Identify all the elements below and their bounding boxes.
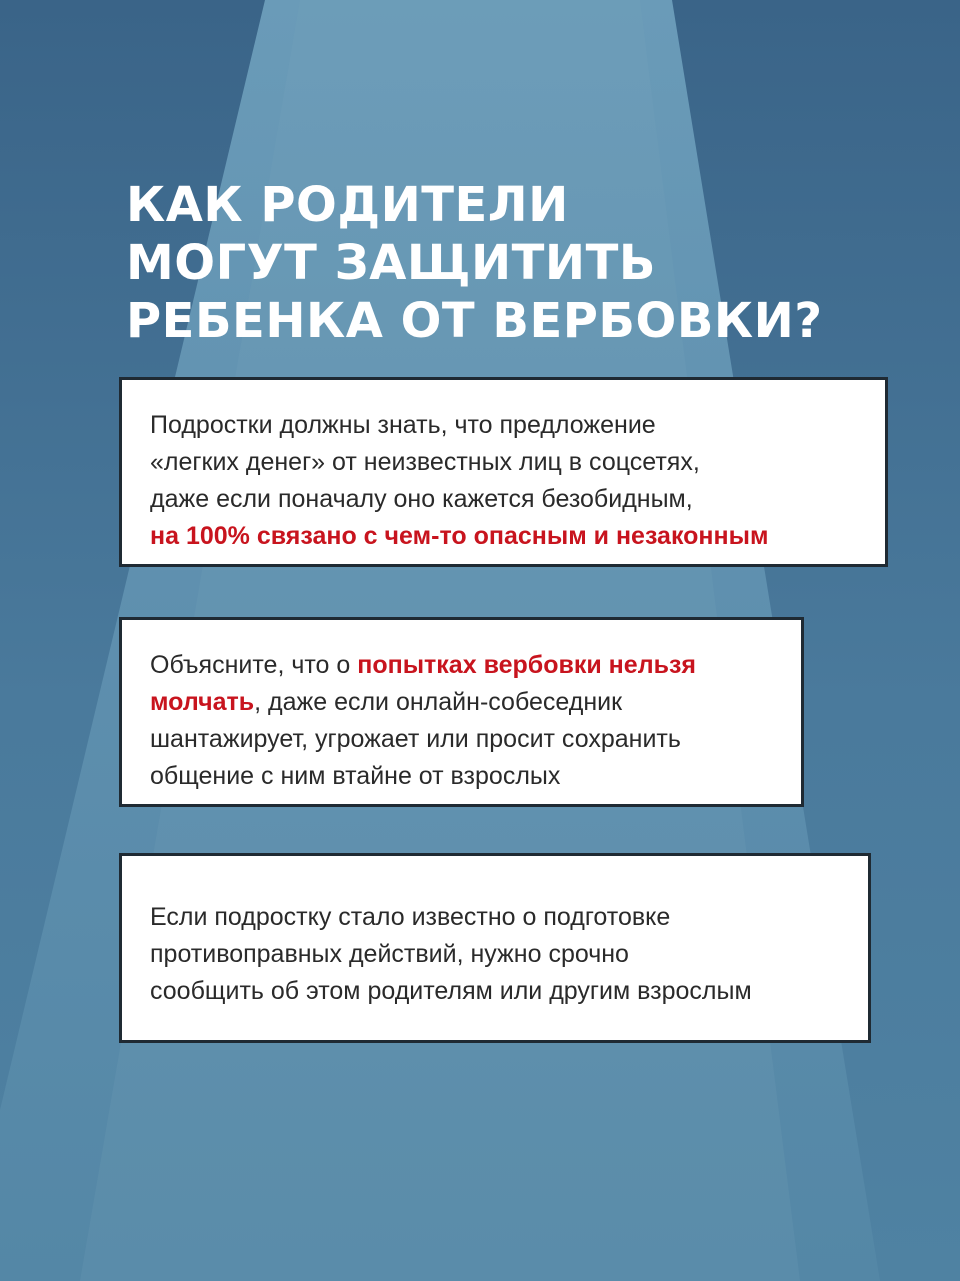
tip-card-3 — [119, 853, 871, 1043]
card-2-line-1 — [150, 647, 801, 684]
tip-card-2 — [119, 617, 804, 807]
title-line-2: МОГУТ ЗАЩИТИТЬ — [126, 235, 656, 291]
card-2-line-2 — [150, 684, 801, 721]
card-2-line-1-prefix: Объясните, что о — [150, 651, 358, 679]
card-3-line-3: сообщить об этом родителям или другим взрослым — [150, 977, 752, 1005]
page-title — [126, 176, 886, 350]
card-1-highlight: на 100% связано с чем-то опасным и незаконным — [150, 522, 769, 550]
title-line-3: РЕБЕНКА ОТ ВЕРБОВКИ? — [126, 293, 823, 349]
title-line-1: КАК РОДИТЕЛИ — [126, 177, 569, 233]
card-2-line-4: общение с ним втайне от взрослых — [150, 762, 561, 790]
card-2-highlight-1: попытках вербовки нельзя — [357, 651, 696, 679]
card-1-line-2: «легких денег» от неизвестных лиц в соцсетях, — [150, 448, 700, 476]
card-3-line-2: противоправных действий, нужно срочно — [150, 940, 629, 968]
card-2-line-3: шантажирует, угрожает или просит сохранить — [150, 725, 681, 753]
card-1-line-1: Подростки должны знать, что предложение — [150, 411, 656, 439]
card-2-highlight-2: молчать — [150, 688, 255, 716]
card-3-line-1: Если подростку стало известно о подготовке — [150, 903, 671, 931]
card-1-line-3: даже если поначалу оно кажется безобидным, — [150, 485, 693, 513]
tip-card-1 — [119, 377, 888, 567]
card-2-line-2-suffix: , даже если онлайн-собеседник — [254, 688, 623, 716]
